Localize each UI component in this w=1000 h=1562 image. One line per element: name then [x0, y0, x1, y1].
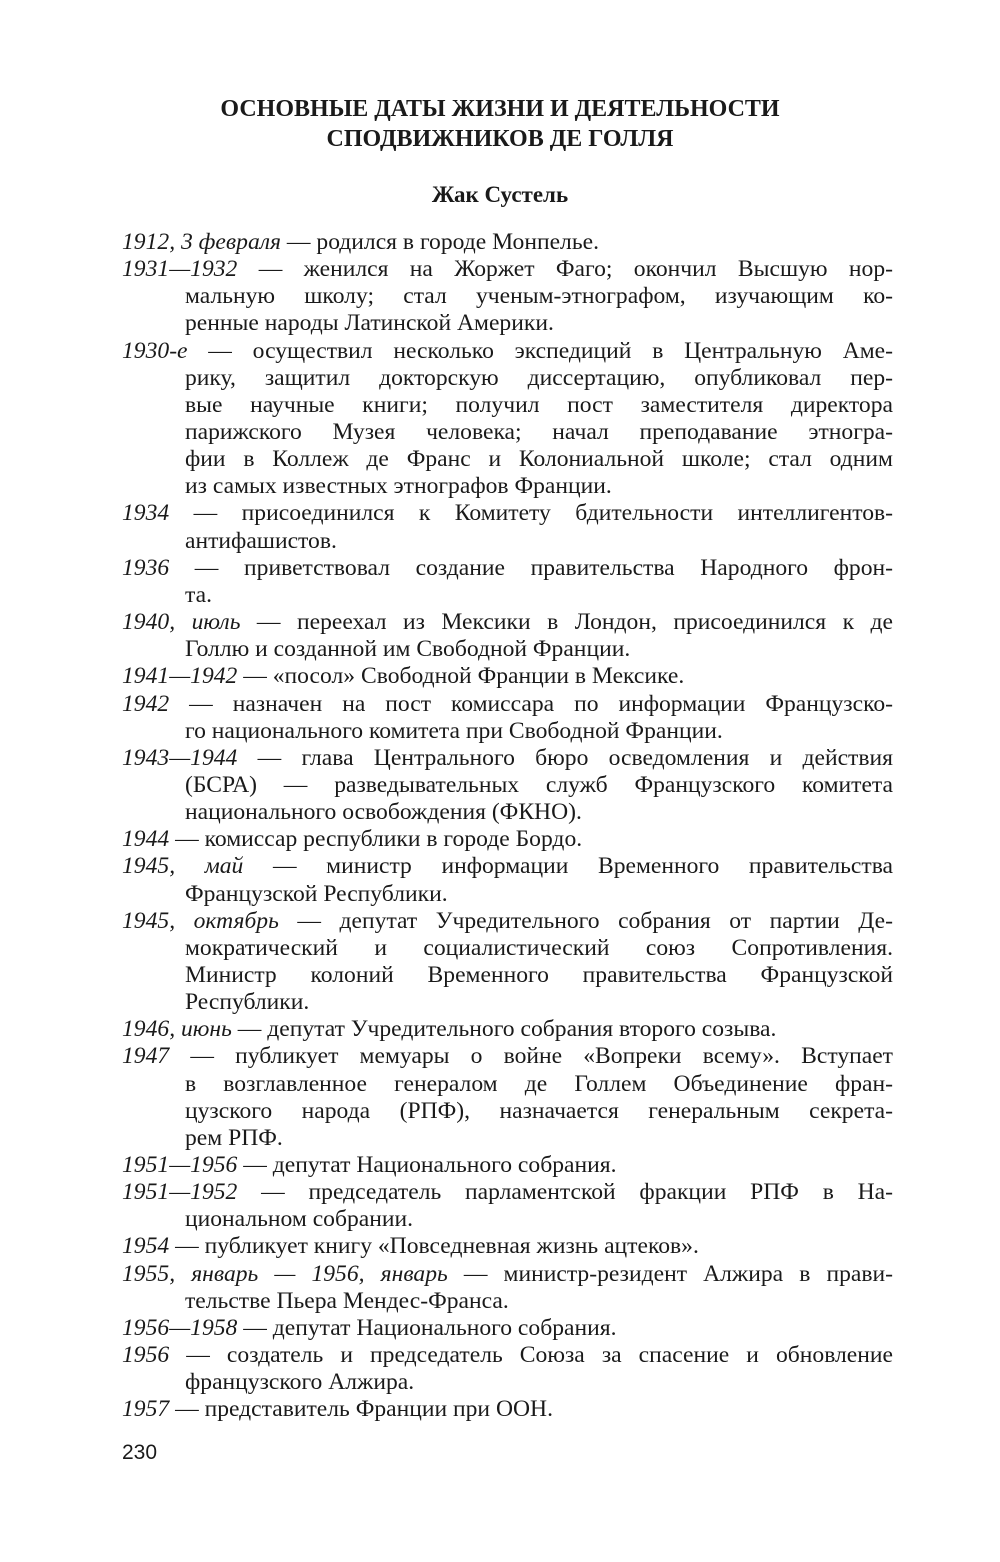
entry-line: [122, 663, 893, 690]
entry-text: — комиссар республики в городе Бордо.: [169, 826, 583, 853]
entry-text: в возглавленное генералом де Голлем Объединение фран-: [185, 1070, 893, 1097]
entry-date: 1944: [122, 826, 170, 853]
chronology-entry: [122, 1152, 893, 1179]
entry-text: — представитель Франции при ООН.: [169, 1396, 553, 1423]
entry-text: Французской Республики.: [185, 880, 448, 907]
chronology-entry: [122, 1315, 893, 1342]
entry-line: [122, 392, 893, 419]
entry-line: [122, 609, 893, 636]
entry-text: национального освобождения (ФКНО).: [185, 799, 582, 826]
chronology-entry: [122, 500, 893, 554]
entry-date: 1930-е: [122, 337, 188, 364]
entry-line: [122, 419, 893, 446]
page-title: [0, 94, 1000, 154]
chronology-entry: [122, 1016, 893, 1043]
entry-text: — публикует мемуары о войне «Вопреки всему». Вступает: [169, 1043, 893, 1070]
entry-text: — депутат Учредительного собрания второго созыва.: [231, 1016, 777, 1043]
entry-line: [122, 1369, 893, 1396]
chronology-entry: [122, 1342, 893, 1396]
entry-text: Голлю и созданной им Свободной Франции.: [185, 636, 631, 663]
entry-line: [122, 826, 893, 853]
entry-text: парижского Музея человека; начал преподавание этногра-: [185, 419, 893, 446]
entry-line: [122, 1179, 893, 1206]
entry-text: мократический и социалистический союз Сопротивления.: [185, 934, 893, 961]
chronology-entry: [122, 1179, 893, 1233]
entry-line: [122, 745, 893, 772]
entry-text: тельстве Пьера Мендес-Франса.: [185, 1287, 509, 1314]
entry-line: [122, 1288, 893, 1315]
chronology-entry: [122, 609, 893, 663]
entry-line: [122, 772, 893, 799]
chronology-entry: [122, 691, 893, 745]
chronology-entry: [122, 555, 893, 609]
entry-text: рику, защитил докторскую диссертацию, опубликовал пер-: [185, 364, 893, 391]
entry-text: го национального комитета при Свободной Франции.: [185, 717, 723, 744]
entry-line: [122, 691, 893, 718]
entry-date: 1943—1944: [122, 744, 238, 771]
entry-line: [122, 1043, 893, 1070]
chronology-entry: [122, 826, 893, 853]
entry-text: — министр информации Временного правительства: [243, 853, 893, 880]
entry-line: [122, 446, 893, 473]
entry-text: — женился на Жоржет Фаго; окончил Высшую нор-: [237, 256, 893, 283]
entry-line: [122, 1016, 893, 1043]
entry-date: 1945, май: [122, 853, 244, 880]
entry-text: — назначен на пост комиссара по информации Французско-: [169, 690, 893, 717]
chronology-entry: [122, 338, 893, 501]
title-line-1: ОСНОВНЫЕ ДАТЫ ЖИЗНИ И ДЕЯТЕЛЬНОСТИ: [220, 96, 780, 122]
entry-date: 1936: [122, 554, 170, 581]
entry-line: [122, 500, 893, 527]
entry-line: [122, 582, 893, 609]
entry-line: [122, 229, 893, 256]
entry-text: антифашистов.: [185, 527, 337, 554]
entry-text: Министр колоний Временного правительства Французской: [185, 961, 893, 988]
entry-text: французского Алжира.: [185, 1369, 415, 1396]
entry-line: [122, 908, 893, 935]
entry-line: [122, 935, 893, 962]
chronology-entry: [122, 853, 893, 907]
entry-line: [122, 1315, 893, 1342]
entry-date: 1931—1932: [122, 256, 238, 283]
entry-line: [122, 555, 893, 582]
chronology-entry: [122, 1396, 893, 1423]
entry-date: 1951—1956: [122, 1152, 238, 1178]
entry-date: 1940, июль: [122, 609, 241, 636]
entry-text: — депутат Учредительного собрания от партии Де-: [278, 907, 893, 934]
chronology-entry: [122, 908, 893, 1017]
entry-line: [122, 989, 893, 1016]
chronology-entry: [122, 229, 893, 256]
entry-line: [122, 799, 893, 826]
entry-date: 1946, июнь: [122, 1016, 232, 1043]
entry-date: 1954: [122, 1233, 170, 1260]
entry-text: вые научные книги; получил пост заместителя директора: [185, 391, 893, 418]
entry-text: — приветствовал создание правительства Народного фрон-: [169, 554, 893, 581]
entry-date: 1957: [122, 1396, 170, 1423]
entry-text: фии в Коллеж де Франс и Колониальной школе; стал одним: [185, 446, 893, 473]
entry-line: [122, 962, 893, 989]
entry-text: цузского народа (РПФ), назначается генеральным секрета-: [185, 1097, 893, 1124]
entry-line: [122, 338, 893, 365]
entry-line: [122, 1125, 893, 1152]
entry-line: [122, 1261, 893, 1288]
entry-text: — депутат Национального собрания.: [237, 1314, 617, 1341]
entry-text: — родился в городе Монпелье.: [281, 229, 599, 255]
entry-line: [122, 310, 893, 337]
entry-line: [122, 1396, 893, 1423]
entry-date: 1956: [122, 1342, 170, 1369]
entry-text: рем РПФ.: [185, 1124, 283, 1151]
entry-line: [122, 718, 893, 745]
title-line-2: СПОДВИЖНИКОВ ДЕ ГОЛЛЯ: [326, 126, 674, 152]
entry-text: — глава Центрального бюро осведомления и действия: [237, 744, 893, 771]
entry-text: та.: [185, 581, 212, 608]
entry-date: 1942: [122, 690, 170, 717]
entry-text: (БСРА) — разведывательных служб Французского комитета: [185, 771, 893, 798]
entry-date: 1951—1952: [122, 1179, 238, 1206]
entry-text: — переехал из Мексики в Лондон, присоединился к де: [240, 609, 893, 636]
entry-line: [122, 881, 893, 908]
entry-line: [122, 1206, 893, 1233]
chronology-entry: [122, 1043, 893, 1152]
page-number: 230: [122, 1441, 158, 1464]
entry-text: — министр-резидент Алжира в прави-: [447, 1260, 893, 1287]
entry-date: 1947: [122, 1043, 170, 1070]
chronology-entry: [122, 1233, 893, 1260]
entry-text: — депутат Национального собрания.: [237, 1152, 617, 1178]
entry-text: ренные народы Латинской Америки.: [185, 310, 554, 337]
entry-date: 1945, октябрь: [122, 907, 279, 934]
entry-line: [122, 636, 893, 663]
chronology-entry: [122, 745, 893, 826]
chronology-entry: [122, 1261, 893, 1315]
entry-date: 1934: [122, 500, 170, 527]
entry-line: [122, 528, 893, 555]
entry-line: [122, 473, 893, 500]
entry-line: [122, 1152, 893, 1179]
chronology-list: [122, 229, 893, 1424]
entry-text: Республики.: [185, 989, 310, 1016]
entry-text: — создатель и председатель Союза за спасение и обновление: [169, 1342, 893, 1369]
entry-date: 1956—1958: [122, 1314, 238, 1341]
entry-text: — публикует книгу «Повседневная жизнь ацтеков».: [169, 1233, 699, 1260]
entry-text: мальную школу; стал ученым-этнографом, изучающим ко-: [185, 283, 893, 310]
entry-line: [122, 1342, 893, 1369]
entry-text: из самых известных этнографов Франции.: [185, 473, 612, 500]
entry-line: [122, 1233, 893, 1260]
entry-line: [122, 256, 893, 283]
chronology-entry: [122, 663, 893, 690]
chronology-entry: [122, 256, 893, 337]
entry-line: [122, 365, 893, 392]
entry-line: [122, 283, 893, 310]
entry-text: циональном собрании.: [185, 1206, 414, 1233]
entry-text: — осуществил несколько экспедиций в Центральную Аме-: [187, 337, 893, 364]
entry-line: [122, 853, 893, 880]
entry-date: 1955, январь — 1956, январь: [122, 1260, 448, 1287]
entry-line: [122, 1071, 893, 1098]
entry-text: — председатель парламентской фракции РПФ в На-: [237, 1179, 893, 1206]
entry-line: [122, 1098, 893, 1125]
entry-text: — присоединился к Комитету бдительности интеллигентов-: [169, 500, 893, 527]
section-subtitle: Жак Сустель: [431, 182, 569, 207]
entry-date: 1912, 3 февраля: [122, 229, 281, 255]
entry-date: 1941—1942: [122, 663, 238, 690]
entry-text: — «посол» Свободной Франции в Мексике.: [237, 663, 685, 690]
